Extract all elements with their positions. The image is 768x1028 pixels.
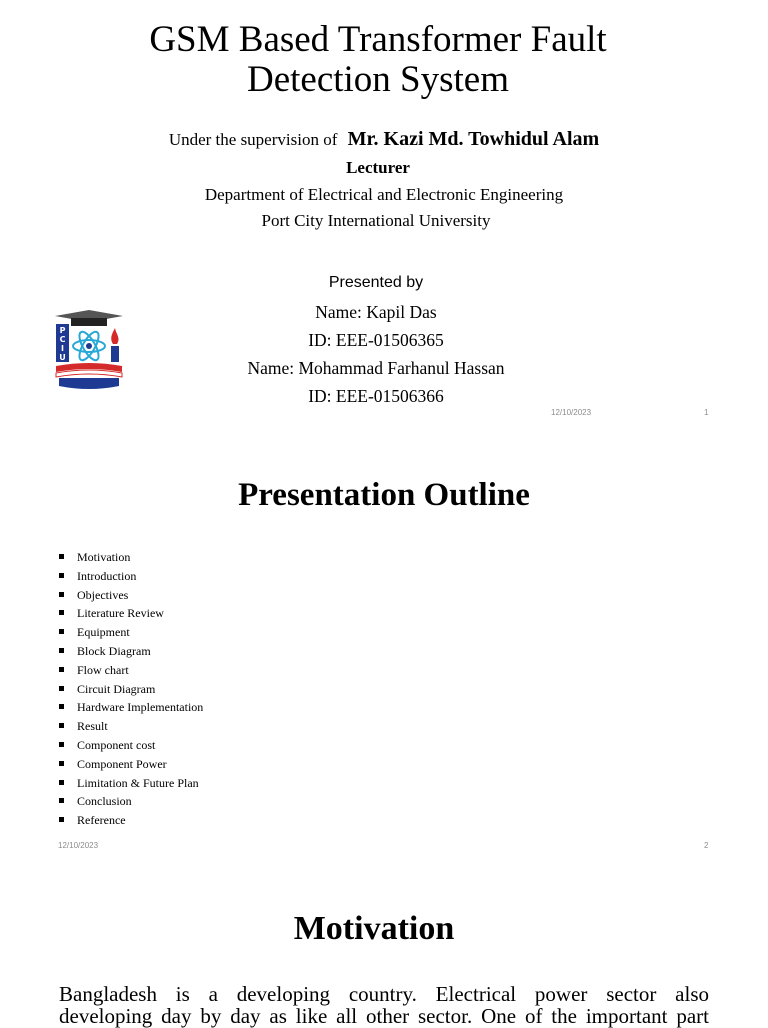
motivation-body (59, 983, 709, 1027)
slide-number: 2 (704, 841, 709, 850)
outline-item-label: Objectives (77, 587, 129, 602)
outline-item (58, 811, 203, 830)
outline-item (58, 755, 203, 774)
outline-item (58, 604, 203, 623)
outline-item (58, 623, 203, 642)
svg-text:I: I (61, 344, 64, 353)
slide-title (0, 20, 762, 100)
outline-item-label: Component cost (77, 737, 156, 752)
bullet-icon (59, 610, 64, 615)
outline-item (58, 698, 203, 717)
bullet-icon (59, 667, 64, 672)
bullet-icon (59, 742, 64, 747)
university-logo (53, 306, 125, 392)
bullet-icon (59, 761, 64, 766)
motivation-title: Motivation (293, 910, 455, 947)
bullet-icon (59, 704, 64, 709)
presenter-2-id: ID: EEE-01506366 (308, 386, 444, 406)
svg-text:C: C (59, 335, 66, 344)
bullet-icon (59, 629, 64, 634)
title-line-2: Detection System (246, 59, 510, 100)
outline-item-label: Reference (77, 813, 126, 828)
slide-1 (0, 0, 768, 430)
outline-item-label: Conclusion (77, 794, 132, 809)
outline-item (58, 567, 203, 586)
outline-item-label: Circuit Diagram (77, 681, 156, 696)
bullet-icon (59, 573, 64, 578)
outline-item (58, 642, 203, 661)
outline-item (58, 548, 203, 567)
bullet-icon (59, 686, 64, 691)
outline-item-label: Introduction (77, 568, 137, 583)
bullet-icon (59, 723, 64, 728)
outline-item-label: Hardware Implementation (77, 700, 204, 715)
outline-item-label: Result (77, 719, 108, 734)
motivation-line-1: Bangladesh is a developing country. Electrical power sector also (59, 982, 709, 1006)
outline-item-label: Block Diagram (77, 643, 151, 658)
supervision-prefix: Under the supervision of (168, 130, 338, 149)
outline-item (58, 774, 203, 793)
supervisor-name: Mr. Kazi Md. Towhidul Alam (347, 128, 600, 150)
presenter-1-name: Name: Kapil Das (315, 302, 437, 322)
title-line-1: GSM Based Transformer Fault (149, 19, 607, 60)
department: Department of Electrical and Electronic Engineering (204, 185, 564, 204)
bullet-icon (59, 648, 64, 653)
outline-item (58, 680, 203, 699)
bullet-icon (59, 798, 64, 803)
flame-icon (111, 328, 118, 344)
supervision-line (0, 128, 768, 151)
outline-list (58, 548, 203, 830)
presenter-2-name: Name: Mohammad Farhanul Hassan (247, 358, 505, 378)
supervisor-title: Lecturer (346, 158, 410, 177)
bullet-icon (59, 592, 64, 597)
book-base-shape (59, 378, 119, 389)
bullet-icon (59, 554, 64, 559)
bullet-icon (59, 817, 64, 822)
outline-item-label: Limitation & Future Plan (77, 775, 199, 790)
outline-item-label: Equipment (77, 625, 130, 640)
outline-item (58, 792, 203, 811)
outline-item (58, 661, 203, 680)
presenter-1-id: ID: EEE-01506365 (308, 330, 444, 350)
cap-band-shape (71, 318, 107, 326)
outline-item-label: Flow chart (77, 662, 129, 677)
outline-item (58, 717, 203, 736)
outline-item (58, 736, 203, 755)
slide-number: 1 (704, 408, 709, 417)
outline-item-label: Motivation (77, 550, 131, 564)
outline-title: Presentation Outline (238, 477, 530, 513)
motivation-line-2: developing day by day as like all other sector. One of the important part (59, 1004, 709, 1028)
slide-date: 12/10/2023 (58, 841, 99, 850)
svg-text:U: U (59, 353, 66, 362)
outline-item-label: Literature Review (77, 606, 164, 621)
svg-text:P: P (59, 326, 66, 335)
slide-date: 12/10/2023 (551, 408, 592, 417)
bullet-icon (59, 780, 64, 785)
outline-item (58, 586, 203, 605)
outline-item-label: Component Power (77, 756, 167, 771)
presented-by-label: Presented by (328, 274, 424, 291)
university: Port City International University (261, 211, 491, 230)
